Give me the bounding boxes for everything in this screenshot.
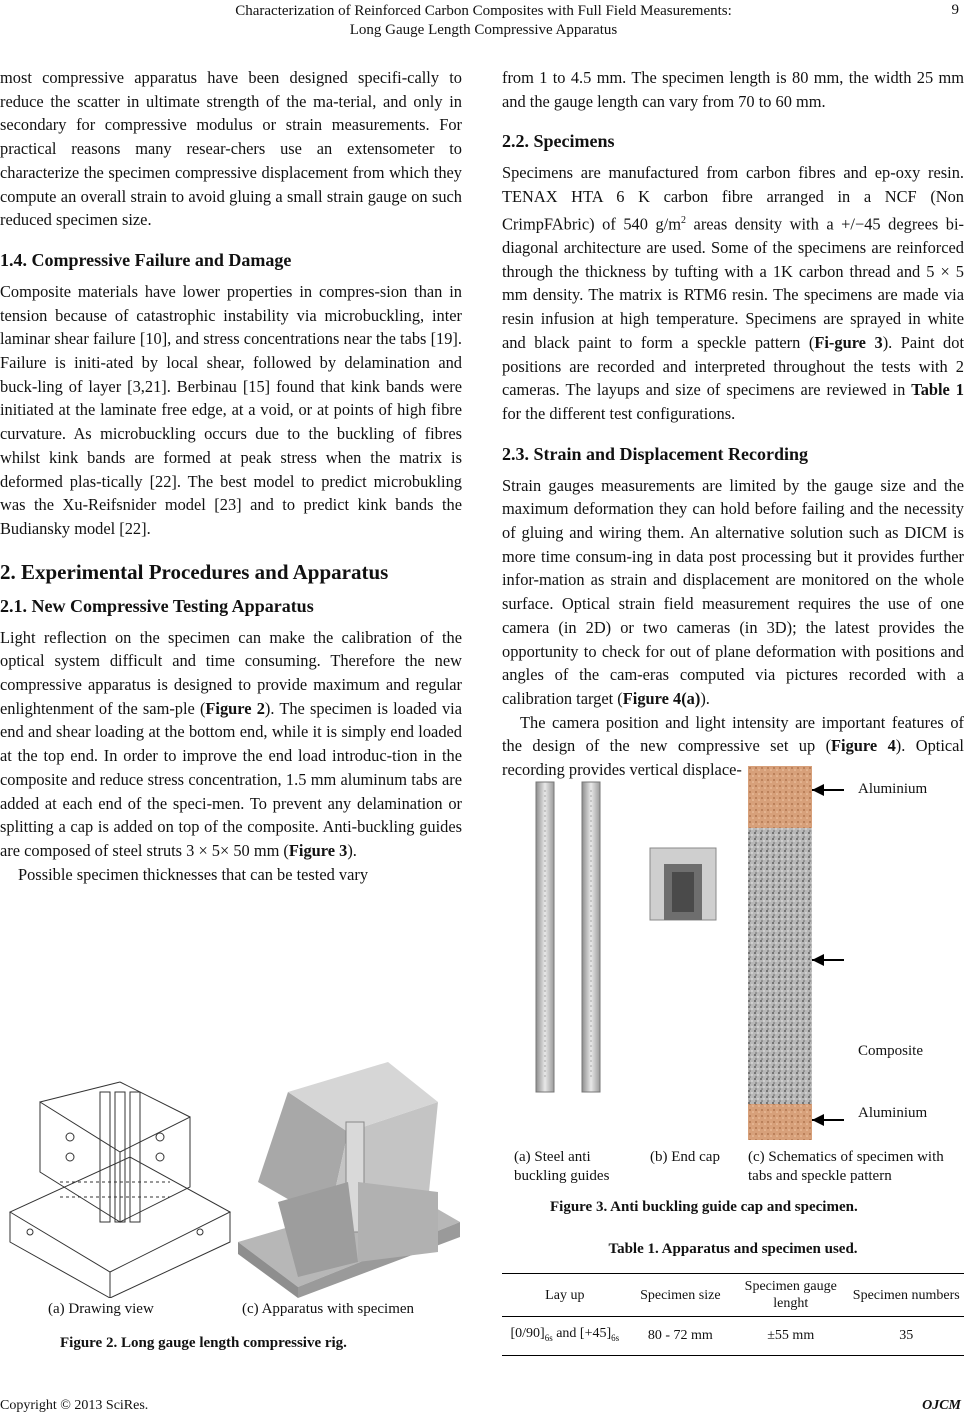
header-title-line1: Characterization of Reinforced Carbon Composites with Full Field Measurements: [235,3,732,19]
table-label: Table 1 [608,1241,655,1257]
figure-ref-link[interactable]: Figure 4(a) [622,688,701,708]
figure-2-subcaption-c: (c) Apparatus with specimen [242,1301,415,1317]
paragraph-1-4: Composite materials have lower properties in compres-sion than in tension because of catastrophic instability via microbuckling, inter laminar shear failure [10], and stress concentrations near the tabs [19]. Failure is initi-ated by local shear, followed by delamination and buck-ling of layer [3,21]. Berbinau [15] found that kink bands were initiated at the laminate free edge, at a void, or at points of high fibre curvature. As microbuckling occurs due to the buckling of fibres whilst kink bands are formed at peak stress when the matrix is deformed plas-tically [22]. The best model to predict microbukling was the Xu-Reifsnider model [23] and to predict kink bands the Budiansky model [22]. [0,281,462,538]
section-heading-2-1: 2.1. New Compressive Testing Apparatus [0,595,314,616]
table-header-cell: Lay up [545,1287,585,1303]
left-column [0,66,462,886]
paragraph-continued: from 1 to 4.5 mm. The specimen length is 80 mm, the width 25 mm and the gauge length can vary from 70 to 60 mm. [502,68,964,111]
section-heading-2-2: 2.2. Specimens [502,131,615,152]
right-column [502,66,964,782]
figure-2-caption: Figure 2. Long gauge length compressive rig. [60,1335,347,1351]
text-span: areas density with a +/−45 degrees bi-diagonal architecture are used. Some of the specimens are reinforced through the thickness by tufting with a 1K carbon thread and 5 × 5 mm density. The matrix is RTM6 resin. The specimens are made via resin infusion at high temperature. Specimens are sprayed in white and black paint to form a speckle pattern ( [502,214,964,352]
footer-journal: OJCM [922,1398,961,1413]
table-1 [502,1240,964,1356]
label-aluminium-bottom: Aluminium [858,1105,928,1121]
text-span: ). [347,840,357,860]
figure-ref-link[interactable]: Fi-gure 3 [814,332,883,352]
text-span: Light reflection on the specimen can make the calibration of the optical system difficult and time consuming. Therefore the new compressive apparatus is designed to provide maximum and regular enlightenment of the sam-ple ( [0,627,462,718]
table-header-cell: Specimen numbers [852,1287,960,1303]
apparatus-photo [238,1062,460,1298]
figure-2 [0,1062,462,1352]
table-cell-size: 80 - 72 mm [647,1328,713,1344]
label-aluminium-top: Aluminium [858,781,928,797]
section-heading-2: 2. Experimental Procedures and Apparatus [0,559,389,584]
table-title: . Apparatus and specimen used. [655,1241,858,1257]
section-heading-2-3: 2.3. Strain and Displacement Recording [502,443,808,464]
figure-3-caption: Figure 3. Anti buckling guide cap and specimen. [550,1199,858,1215]
text-span: for the different test configurations. [502,403,736,423]
text-span: The camera position and light intensity are important features of the design of the new compressive set up ( [502,712,964,756]
figure-3 [502,760,964,1220]
table-cell-gauge: ±55 mm [767,1328,815,1344]
text-span: Specimens are manufactured from carbon fibres and ep-oxy resin. TENAX HTA 6 K carbon fibre arranged in a NCF (Non CrimpFAbric) of 540 g/m [502,163,964,234]
text-span: [0/90] [510,1326,545,1341]
text-span: ). Paint dot positions are recorded and interpreted throughout the tests with 2 cameras. The layups and size of specimens are reviewed in [502,332,965,400]
text-span: ). Optical recording provides vertical displace- [502,736,964,780]
text-span: Strain gauges measurements are limited by the gauge size and the maximum deformation they can hold before failing and the necessity of gluing and wiring them. An alternative solution such as DICM is more time consum-ing in data post processing but it provides further infor-mation as strain and displacement are monitored on the whole surface. Optical strain field measurement requires the use of one camera (in 2D) or two cameras (in 3D); the latest provides the opportunity to check for out of plane deformation with positions and angles of the cam-eras computed via pictures recorded with a calibration target ( [502,475,964,708]
running-header [0,2,967,40]
subscript: 6s [544,1332,553,1343]
figure-ref-link[interactable]: Figure 3 [288,840,348,860]
figure-ref-link[interactable]: Figure 4 [831,736,896,756]
text-span: ). [700,688,710,708]
header-title-line2: Long Gauge Length Compressive Apparatus [349,22,618,38]
figure-3-subcaption-a: (a) Steel anti buckling guides [514,1149,610,1184]
text-span: ). The specimen is loaded via end and shear loading at the bottom end, while it is simply end loaded at the top end. In order to improve the end load introduc-tion in the composite and reduce stress concentration, 1.5 mm aluminum tabs are added at each end of the speci-men. To prevent any delamination or splitting a cap is added on top of the composite. Anti-buckling guides are composed of steel struts 3 × 5× 50 mm ( [0,698,462,860]
figure-2-subcaption-a: (a) Drawing view [48,1301,154,1317]
superscript: 2 [680,214,686,226]
table-1-caption [502,1240,964,1259]
figure-ref-link[interactable]: Figure 2 [205,698,265,718]
paragraph-2-1-continued: Possible specimen thicknesses that can be tested vary [18,864,369,884]
table-cell-layup [502,1317,628,1356]
table-1-grid [502,1273,964,1356]
table-header-cell: Specimen gauge lenght [744,1279,837,1311]
paragraph-2-2 [502,161,964,425]
subscript: 6s [611,1332,620,1343]
text-span: and [+45] [552,1326,612,1341]
figure-3-subcaption-b: (b) End cap [650,1149,720,1165]
table-header-cell: Specimen size [640,1287,721,1303]
table-ref-link[interactable]: Table 1 [911,380,964,400]
footer-copyright: Copyright © 2013 SciRes. [0,1398,149,1413]
table-header-row [502,1274,964,1317]
drawing-view-illustration [0,1062,232,1298]
paragraph-intro: most compressive apparatus have been designed specifi-cally to reduce the scatter in ultimate strength of the ma-terial, and only in secondary for compressive modulus or strain measurements. For practical reasons many resear-chers use an extensometer to characterize the specimen compressive displacement from which they compute an overall strain to avoid gluing a small strain gauge on such reduced specimen size. [0,68,462,230]
paragraph-2-3 [502,474,964,711]
figure-3-subcaption-c: (c) Schematics of specimen with tabs and speckle pattern [748,1149,944,1184]
page-number: 9 [951,2,959,18]
section-heading-1-4: 1.4. Compressive Failure and Damage [0,249,292,270]
figure-3-illustration [502,760,962,1140]
table-cell-numbers: 35 [899,1328,914,1344]
paragraph-2-1 [0,626,462,863]
label-composite: Composite [858,1043,924,1059]
table-row [502,1317,964,1356]
